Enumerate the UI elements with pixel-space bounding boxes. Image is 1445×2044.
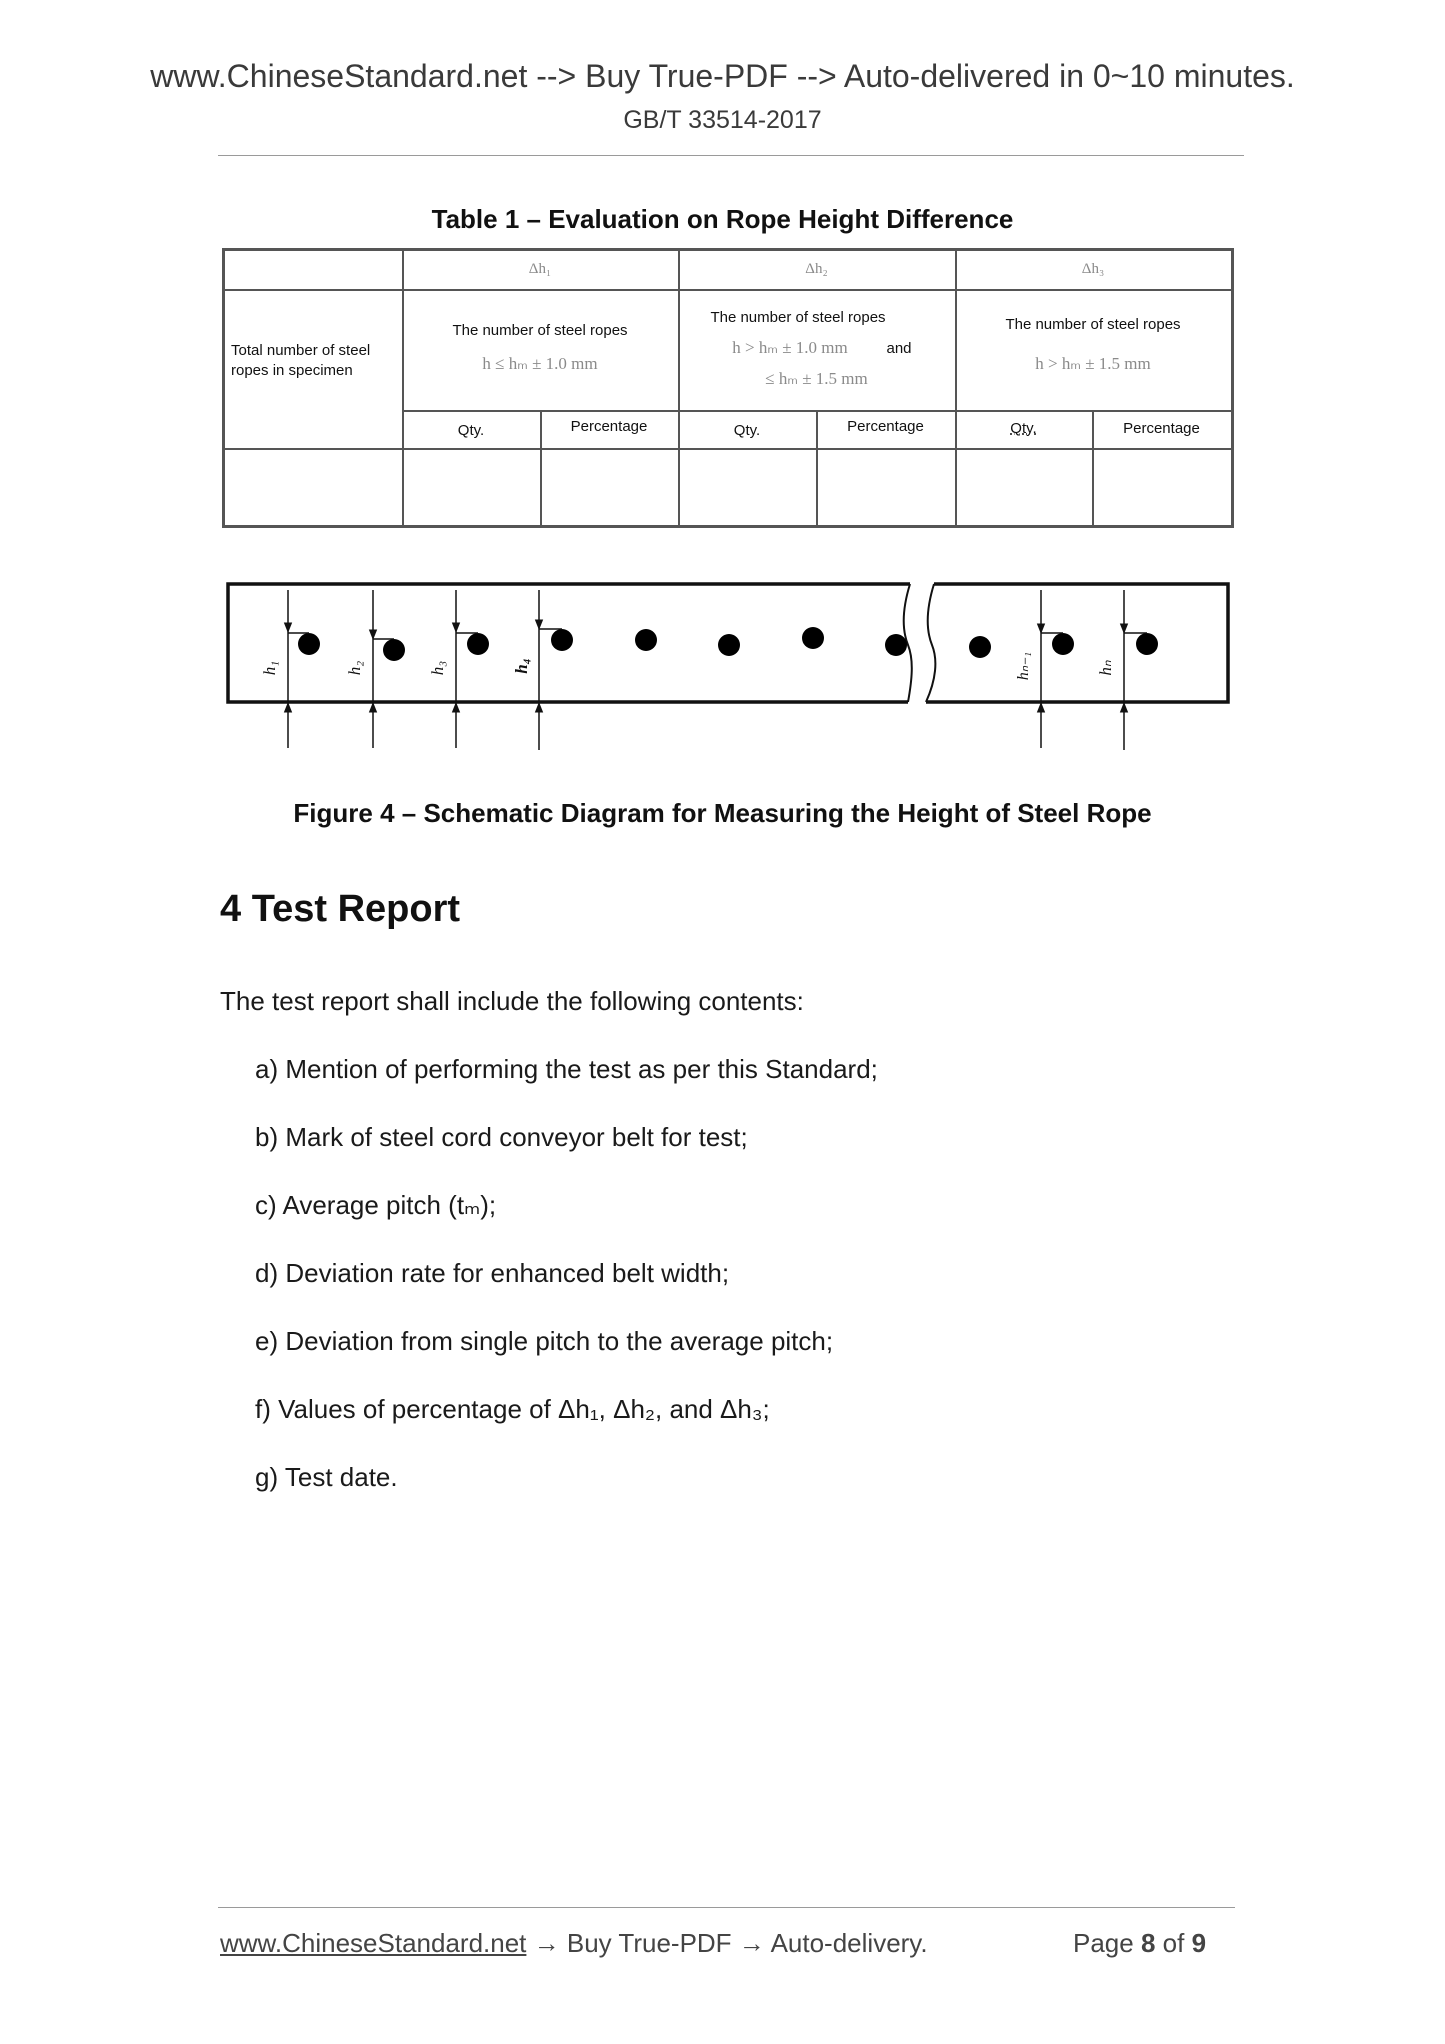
section-intro: The test report shall include the following contents:: [220, 986, 804, 1016]
footer-buy-text: → Buy True-PDF → Auto-delivery.: [526, 1928, 928, 1958]
rope-dot: [1136, 633, 1158, 655]
rope-dot: [718, 634, 740, 656]
list-item: e) Deviation from single pitch to the average pitch;: [255, 1326, 834, 1356]
table-line: [225, 289, 1231, 291]
page-total: 9: [1191, 1928, 1207, 1958]
rope-dot: [969, 636, 991, 658]
label-hn-1: hₙ₋₁: [1015, 651, 1032, 681]
list-item: f) Values of percentage of Δh₁, Δh₂, and Δh₃;: [255, 1394, 770, 1424]
label-hn: hₙ: [1096, 660, 1115, 676]
header-banner: www.ChineseStandard.net --> Buy True-PDF --> Auto-delivered in 0~10 minutes.: [150, 58, 1295, 94]
standard-code: GB/T 33514-2017: [623, 106, 822, 134]
label-h1: h₁: [260, 660, 279, 676]
of-word: of: [1162, 1928, 1185, 1958]
height-measure-3: [456, 590, 478, 748]
rope-dot: [1052, 633, 1074, 655]
height-measure-2: [373, 590, 394, 748]
percentage-header-3: Percentage: [1123, 420, 1200, 437]
height-measure-4: [539, 590, 562, 750]
rope-height-table: [222, 248, 1234, 528]
table-line: [402, 410, 1231, 412]
qty-header-2: Qty.: [733, 422, 761, 439]
qty-header-1: Qty.: [457, 422, 485, 439]
table-line: [402, 251, 404, 525]
rope-dot: [802, 627, 824, 649]
row-header-total: Total number of steel ropes in specimen: [231, 342, 371, 379]
footer-site-link[interactable]: www.ChineseStandard.net: [220, 1928, 527, 1958]
group3-label: The number of steel ropes: [1005, 316, 1181, 333]
belt-break-right: [926, 584, 935, 702]
list-item: g) Test date.: [255, 1462, 398, 1492]
list-item: d) Deviation rate for enhanced belt width;: [255, 1258, 730, 1288]
page-word: Page: [1073, 1928, 1134, 1958]
group2-and: and: [886, 340, 912, 357]
group2-condition-upper: ≤ hₘ ± 1.5 mm: [765, 369, 868, 388]
delta-h3-header: Δh₃: [1081, 261, 1105, 277]
table-line: [955, 251, 957, 525]
rope-dot: [885, 634, 907, 656]
list-item: c) Average pitch (tₘ);: [255, 1190, 497, 1220]
height-measure-n-minus-1: [1041, 590, 1063, 748]
group2-condition-lower: h > hₘ ± 1.0 mm: [732, 338, 848, 357]
figure-caption: Figure 4 – Schematic Diagram for Measuring the Height of Steel Rope: [293, 798, 1152, 828]
group1-label: The number of steel ropes: [452, 322, 628, 339]
header-rule: [218, 155, 1244, 156]
footer-rule: [218, 1907, 1235, 1908]
section-title: 4 Test Report: [220, 888, 461, 930]
table-line: [225, 448, 1231, 450]
rope-dot: [635, 629, 657, 651]
rope-dot: [551, 629, 573, 651]
group2-label: The number of steel ropes: [710, 309, 886, 326]
height-measure-n: [1124, 590, 1147, 750]
label-h2: h₂: [345, 660, 364, 676]
page-number: 8: [1140, 1928, 1156, 1958]
list-item: a) Mention of performing the test as per this Standard;: [255, 1054, 878, 1084]
qty-header-3: Qty.: [1010, 420, 1037, 437]
rope-dot: [383, 639, 405, 661]
group3-condition: h > hₘ ± 1.5 mm: [1035, 354, 1151, 373]
rope-height-diagram: [0, 560, 1445, 760]
rope-dot: [298, 633, 320, 655]
label-h4: h₄: [512, 658, 531, 674]
page-indicator: [1073, 1928, 1206, 1959]
delta-h2-header: Δh₂: [805, 261, 828, 277]
list-item: b) Mark of steel cord conveyor belt for test;: [255, 1122, 748, 1152]
height-measure-1: [288, 590, 309, 748]
percentage-header-1: Percentage: [570, 418, 648, 435]
percentage-header-2: Percentage: [847, 418, 924, 435]
footer-link-line: [220, 1928, 928, 1959]
rope-dot: [467, 633, 489, 655]
table-caption: Table 1 – Evaluation on Rope Height Difference: [431, 204, 1014, 234]
group1-condition: h ≤ hₘ ± 1.0 mm: [482, 354, 598, 373]
label-h3: h₃: [428, 660, 447, 676]
delta-h1-header: Δh₁: [528, 261, 552, 277]
